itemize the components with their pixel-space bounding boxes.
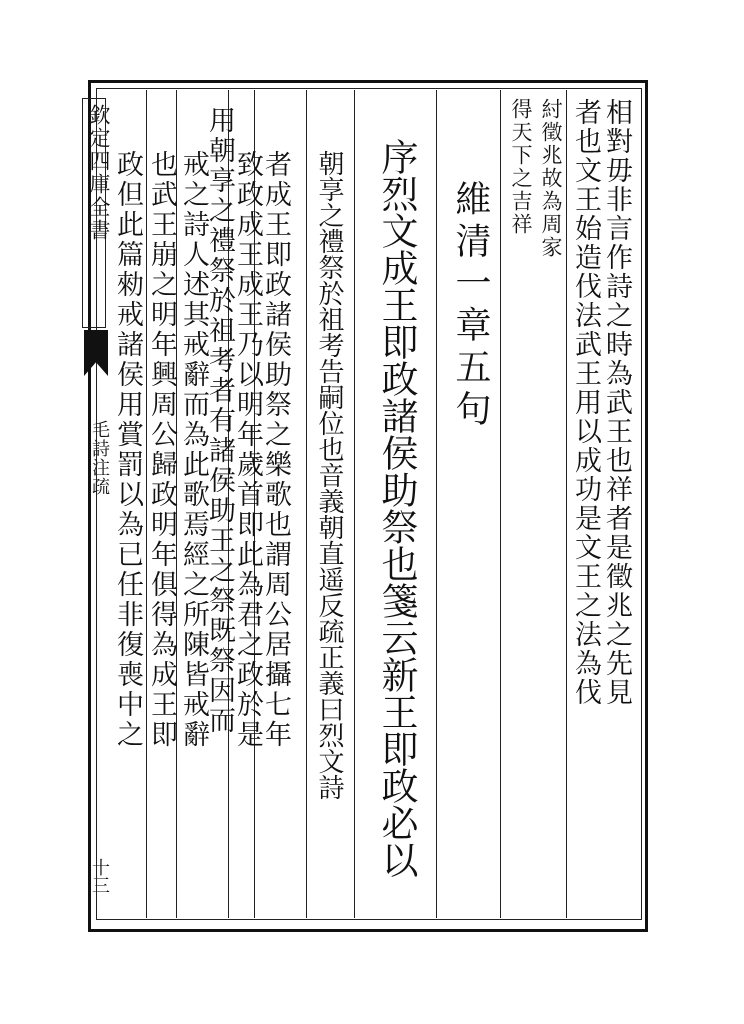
text-column: 也武王崩之明年興周公歸政明年俱得為成王即 <box>146 150 177 750</box>
column-rule <box>566 90 567 918</box>
text-column: 得天下之吉祥 <box>509 98 533 236</box>
column-rule <box>500 90 501 918</box>
text-column: 紂徵兆故為周家 <box>539 98 563 259</box>
margin-title: 欽定四庫全書 <box>87 104 111 242</box>
margin-book-title: 毛詩注疏 <box>89 420 110 496</box>
column-rule <box>354 90 355 918</box>
text-column: 相對毋非言作詩之時為武王也祥者是徵兆之先見 <box>601 98 632 707</box>
margin-page-number: 十三 <box>89 858 110 894</box>
text-column: 朝享之禮祭於祖考告嗣位也音義朝直遥反疏正義曰烈文詩 <box>314 150 344 800</box>
text-column: 者也文王始造伐法武王用以成功是文王之法為伐 <box>570 98 601 707</box>
preface-line: 序烈文成王即政諸侯助祭也箋云新王即政必以 <box>375 138 418 878</box>
section-heading: 維清一章五句 <box>450 180 491 432</box>
text-column: 政但此篇勑戒諸侯用賞罰以為已任非復喪中之 <box>112 150 143 750</box>
column-rule <box>306 90 307 918</box>
text-column: 戒之詩人述其戒辭而為此歌焉經之所陳皆戒辭 <box>178 150 209 750</box>
text-column: 者成王即政諸侯助祭之樂歌也謂周公居攝七年 <box>260 150 291 750</box>
text-column: 致政成王成王乃以明年歲首即此為君之政於是 <box>232 150 263 750</box>
text-column: 用朝享之禮祭於祖考者有諸侯助王之祭既祭因而 <box>204 106 235 736</box>
column-rule <box>436 90 437 918</box>
